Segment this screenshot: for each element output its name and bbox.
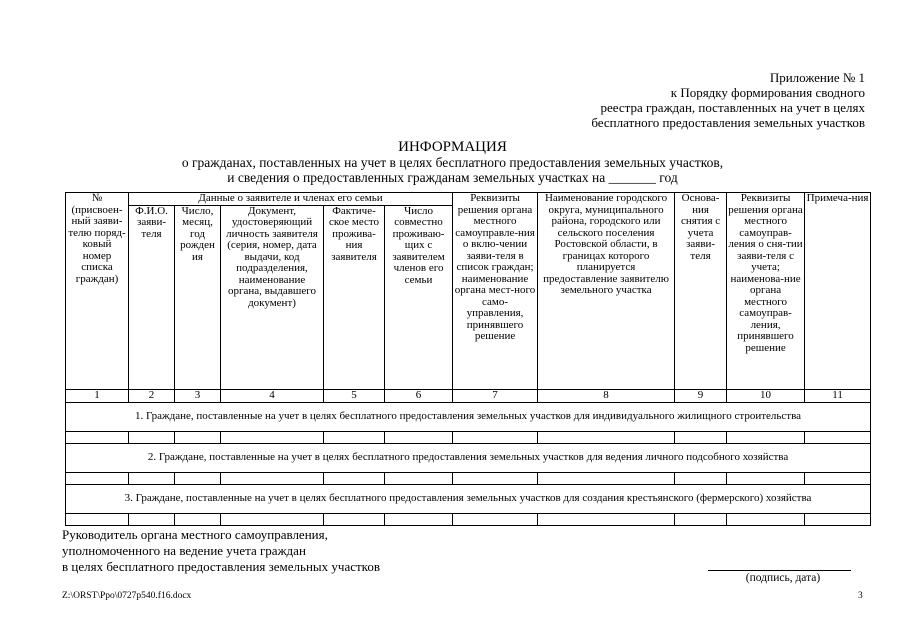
section-row-1 (66, 402, 871, 431)
empty-cell (221, 513, 324, 525)
empty-cell (66, 472, 129, 484)
column-number: 4 (221, 390, 324, 403)
column-number-row (66, 390, 871, 403)
empty-cell (66, 513, 129, 525)
appendix-line-4: бесплатного предоставления земельных участков (591, 115, 865, 130)
empty-cell (324, 431, 385, 443)
signature-line-2: уполномоченного на ведение учета граждан (62, 543, 306, 558)
empty-cell (805, 513, 871, 525)
empty-cell (221, 472, 324, 484)
empty-cell (221, 431, 324, 443)
signature-underline (708, 570, 851, 571)
header-col-6: Число совместно проживаю-щих с заявителем членов его семьи (385, 205, 453, 390)
appendix-header (520, 70, 865, 130)
register-table (65, 192, 871, 526)
empty-cell (129, 431, 175, 443)
empty-cell (538, 431, 675, 443)
empty-row (66, 472, 871, 484)
empty-cell (324, 513, 385, 525)
header-col-10: Реквизиты решения органа местного самоуправ-ления о сня-тии заяви-теля с учета; наименова-ние органа местного самоуправ-ления, принявшего решение (727, 193, 805, 390)
empty-cell (675, 513, 727, 525)
footer-file-path: Z:\ORST\Ppo\0727p540.f16.docx (62, 591, 192, 601)
empty-row (66, 431, 871, 443)
empty-cell (453, 431, 538, 443)
empty-cell (805, 472, 871, 484)
empty-row (66, 513, 871, 525)
page-number: 3 (858, 591, 863, 601)
column-number: 11 (805, 390, 871, 403)
empty-cell (727, 513, 805, 525)
signature-block (62, 527, 482, 575)
empty-cell (324, 472, 385, 484)
column-number: 5 (324, 390, 385, 403)
header-row-1 (66, 193, 871, 206)
subtitle-line-1: о гражданах, поставленных на учет в целях бесплатного предоставления земельных участков, (181, 155, 724, 170)
column-number: 2 (129, 390, 175, 403)
section-title-1: 1. Граждане, поставленные на учет в целях бесплатного предоставления земельных участков для индивидуального жилищного строительства (66, 402, 871, 431)
column-number: 6 (385, 390, 453, 403)
signature-label: (подпись, дата) (745, 572, 821, 584)
column-number: 1 (66, 390, 129, 403)
section-title-2: 2. Граждане, поставленные на учет в целях бесплатного предоставления земельных участков для ведения личного подсобного хозяйства (66, 443, 871, 472)
header-col-5: Фактиче-ское место прожива-ния заявителя (324, 205, 385, 390)
appendix-line-2: к Порядку формирования сводного (670, 85, 865, 100)
signature-line-1: Руководитель органа местного самоуправления, (62, 527, 328, 542)
header-col-9: Основа-ния снятия с учета заяви-теля (675, 193, 727, 390)
column-number: 9 (675, 390, 727, 403)
empty-cell (129, 472, 175, 484)
header-col-7: Реквизиты решения органа местного самоуправле-ния о вклю-чении заяви-теля в список граждан; наименование органа мест-ного само-управления, принявшего решение (453, 193, 538, 390)
empty-cell (675, 472, 727, 484)
section-title-3: 3. Граждане, поставленные на учет в целях бесплатного предоставления земельных участков для создания крестьянского (фермерского) хозяйства (66, 484, 871, 513)
empty-cell (453, 472, 538, 484)
empty-cell (175, 431, 221, 443)
empty-cell (675, 431, 727, 443)
empty-cell (385, 472, 453, 484)
header-col-11: Примеча-ния (805, 193, 871, 390)
header-col-1: № (присвоен-ный заяви-телю поряд-ковый номер списка граждан) (66, 193, 129, 390)
column-number: 10 (727, 390, 805, 403)
section-row-2 (66, 443, 871, 472)
empty-cell (538, 472, 675, 484)
empty-cell (129, 513, 175, 525)
header-col-2: Ф.И.О. заяви-теля (129, 205, 175, 390)
document-title: ИНФОРМАЦИЯ (398, 139, 507, 155)
empty-cell (385, 431, 453, 443)
section-row-3 (66, 484, 871, 513)
empty-cell (175, 513, 221, 525)
empty-cell (727, 431, 805, 443)
signature-line-3: в целях бесплатного предоставления земельных участков (62, 559, 380, 574)
empty-cell (453, 513, 538, 525)
header-group-applicant: Данные о заявителе и членах его семьи (129, 193, 453, 206)
empty-cell (727, 472, 805, 484)
header-col-8: Наименование городского округа, муниципального района, городского или сельского поселения Ростовской области, в границах которого планируется предоставление заявителю земельного участка (538, 193, 675, 390)
empty-cell (175, 472, 221, 484)
empty-cell (805, 431, 871, 443)
appendix-line-1: Приложение № 1 (769, 70, 865, 85)
empty-cell (385, 513, 453, 525)
column-number: 3 (175, 390, 221, 403)
subtitle-line-2: и сведения о предоставленных гражданам земельных участках на _______ год (227, 170, 678, 185)
column-number: 7 (453, 390, 538, 403)
empty-cell (66, 431, 129, 443)
header-col-4: Документ, удостоверяющий личность заявителя (серия, номер, дата выдачи, код подразделения, наименование органа, выдавшего документ) (221, 205, 324, 390)
appendix-line-3: реестра граждан, поставленных на учет в целях (600, 100, 865, 115)
document-subtitle (0, 155, 905, 185)
column-number: 8 (538, 390, 675, 403)
header-col-3: Число, месяц, год рожден ия (175, 205, 221, 390)
empty-cell (538, 513, 675, 525)
